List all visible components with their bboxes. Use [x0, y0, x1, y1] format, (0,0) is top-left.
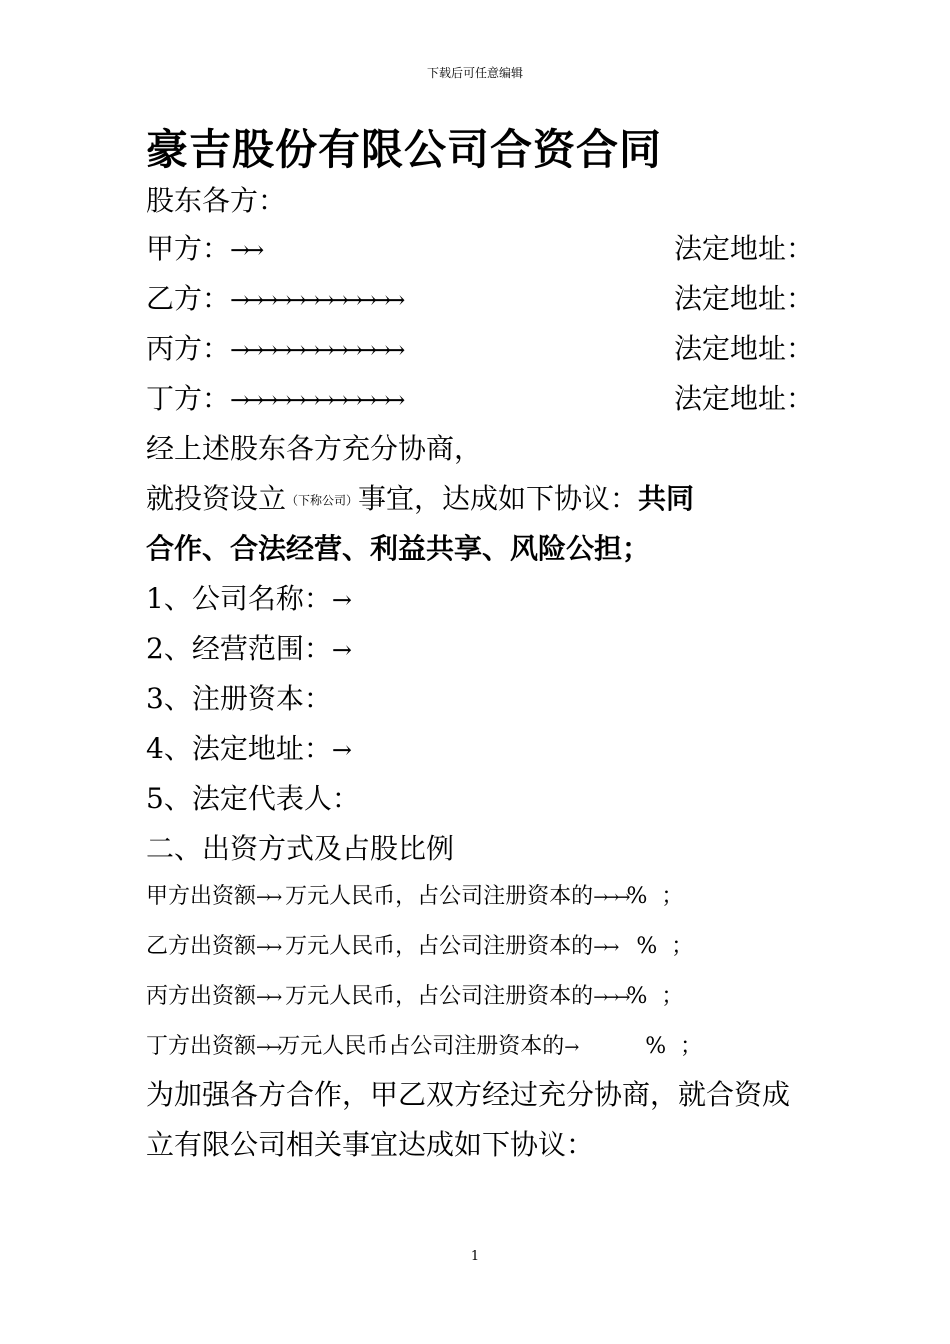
contribution-percent: % ；: [626, 984, 684, 1009]
item-legal-representative: [146, 781, 360, 817]
address-label: 法定地址：: [674, 232, 815, 265]
contribution-row-jia: [146, 882, 683, 913]
intro-line-3: 合作、合法经营、利益共享、风险公担；: [146, 532, 651, 565]
parties-heading: 股东各方：: [146, 184, 287, 217]
contribution-party: 丁方出资额: [146, 1034, 257, 1059]
party-row-jia: [146, 231, 846, 268]
item-legal-address: [146, 731, 346, 768]
contribution-party: 甲方出资额: [146, 884, 257, 909]
page-header-note: 下载后可任意编辑: [426, 66, 523, 80]
party-label: 甲方：: [146, 232, 231, 265]
item-label: 3、注册资本：: [146, 682, 332, 715]
contribution-party: 乙方出资额: [146, 934, 257, 959]
party-row-ding: [146, 381, 846, 418]
placeholder-arrows: →→: [256, 987, 279, 1008]
contribution-text: 万元人民币，占公司注册资本的: [278, 934, 594, 959]
intro-line-2: [146, 481, 694, 519]
item-business-scope: [146, 631, 346, 668]
placeholder-arrows: →: [564, 1037, 576, 1058]
contribution-text: 万元人民币，占公司注册资本的: [278, 984, 594, 1009]
placeholder-arrows: →→→→→→→→→→→→: [230, 336, 400, 364]
placeholder-arrows: →→: [593, 937, 616, 958]
contribution-percent: % ；: [575, 1034, 703, 1059]
party-row-bing: [146, 331, 846, 368]
contribution-text: 万元人民币，占公司注册资本的: [278, 884, 594, 909]
contribution-row-bing: [146, 982, 683, 1013]
address-label: 法定地址：: [674, 382, 815, 415]
item-label: 4、法定地址：: [146, 732, 332, 765]
placeholder-arrows: →: [331, 636, 346, 664]
placeholder-arrows: →→: [256, 887, 279, 908]
contribution-row-yi: [146, 932, 693, 963]
placeholder-arrows: →→→→→→→→→→→→: [230, 286, 400, 314]
intro-bold-text: 共同: [638, 482, 695, 515]
placeholder-arrows: →→: [256, 937, 279, 958]
closing-line-1: 为加强各方合作，甲乙双方经过充分协商，就合资成: [146, 1078, 791, 1111]
contribution-percent: % ；: [626, 884, 684, 909]
intro-line-1: 经上述股东各方充分协商，: [146, 432, 483, 465]
item-label: 1、公司名称：: [146, 582, 332, 615]
placeholder-arrows: →→→: [593, 887, 627, 908]
address-label: 法定地址：: [674, 282, 815, 315]
placeholder-arrows: →→→: [593, 987, 627, 1008]
contribution-percent: % ；: [615, 934, 694, 959]
item-company-name: [146, 581, 346, 618]
placeholder-arrows: →→: [256, 1037, 279, 1058]
contribution-row-ding: [146, 1032, 702, 1063]
placeholder-arrows: →: [331, 736, 346, 764]
item-registered-capital: [146, 681, 332, 717]
contribution-text: 万元人民币占公司注册资本的: [278, 1034, 565, 1059]
item-label: 5、法定代表人：: [146, 782, 360, 815]
contribution-party: 丙方出资额: [146, 984, 257, 1009]
closing-line-2: 立有限公司相关事宜达成如下协议：: [146, 1128, 595, 1161]
party-label: 乙方：: [146, 282, 231, 315]
item-label: 2、经营范围：: [146, 632, 332, 665]
placeholder-arrows: →: [331, 586, 346, 614]
placeholder-arrows: →→: [230, 236, 259, 264]
party-label: 丙方：: [146, 332, 231, 365]
intro-small-note: （下称公司）: [286, 493, 359, 508]
party-row-yi: [146, 281, 846, 318]
document-title: 豪吉股份有限公司合资合同: [146, 125, 663, 174]
intro-text-continued: 事宜，达成如下协议：: [358, 482, 639, 515]
page-number: 1: [470, 1249, 480, 1264]
party-label: 丁方：: [146, 382, 231, 415]
address-label: 法定地址：: [674, 332, 815, 365]
intro-text: 就投资设立: [146, 482, 287, 515]
placeholder-arrows: →→→→→→→→→→→→: [230, 386, 400, 414]
section-2-heading: 二、出资方式及占股比例: [146, 832, 455, 865]
